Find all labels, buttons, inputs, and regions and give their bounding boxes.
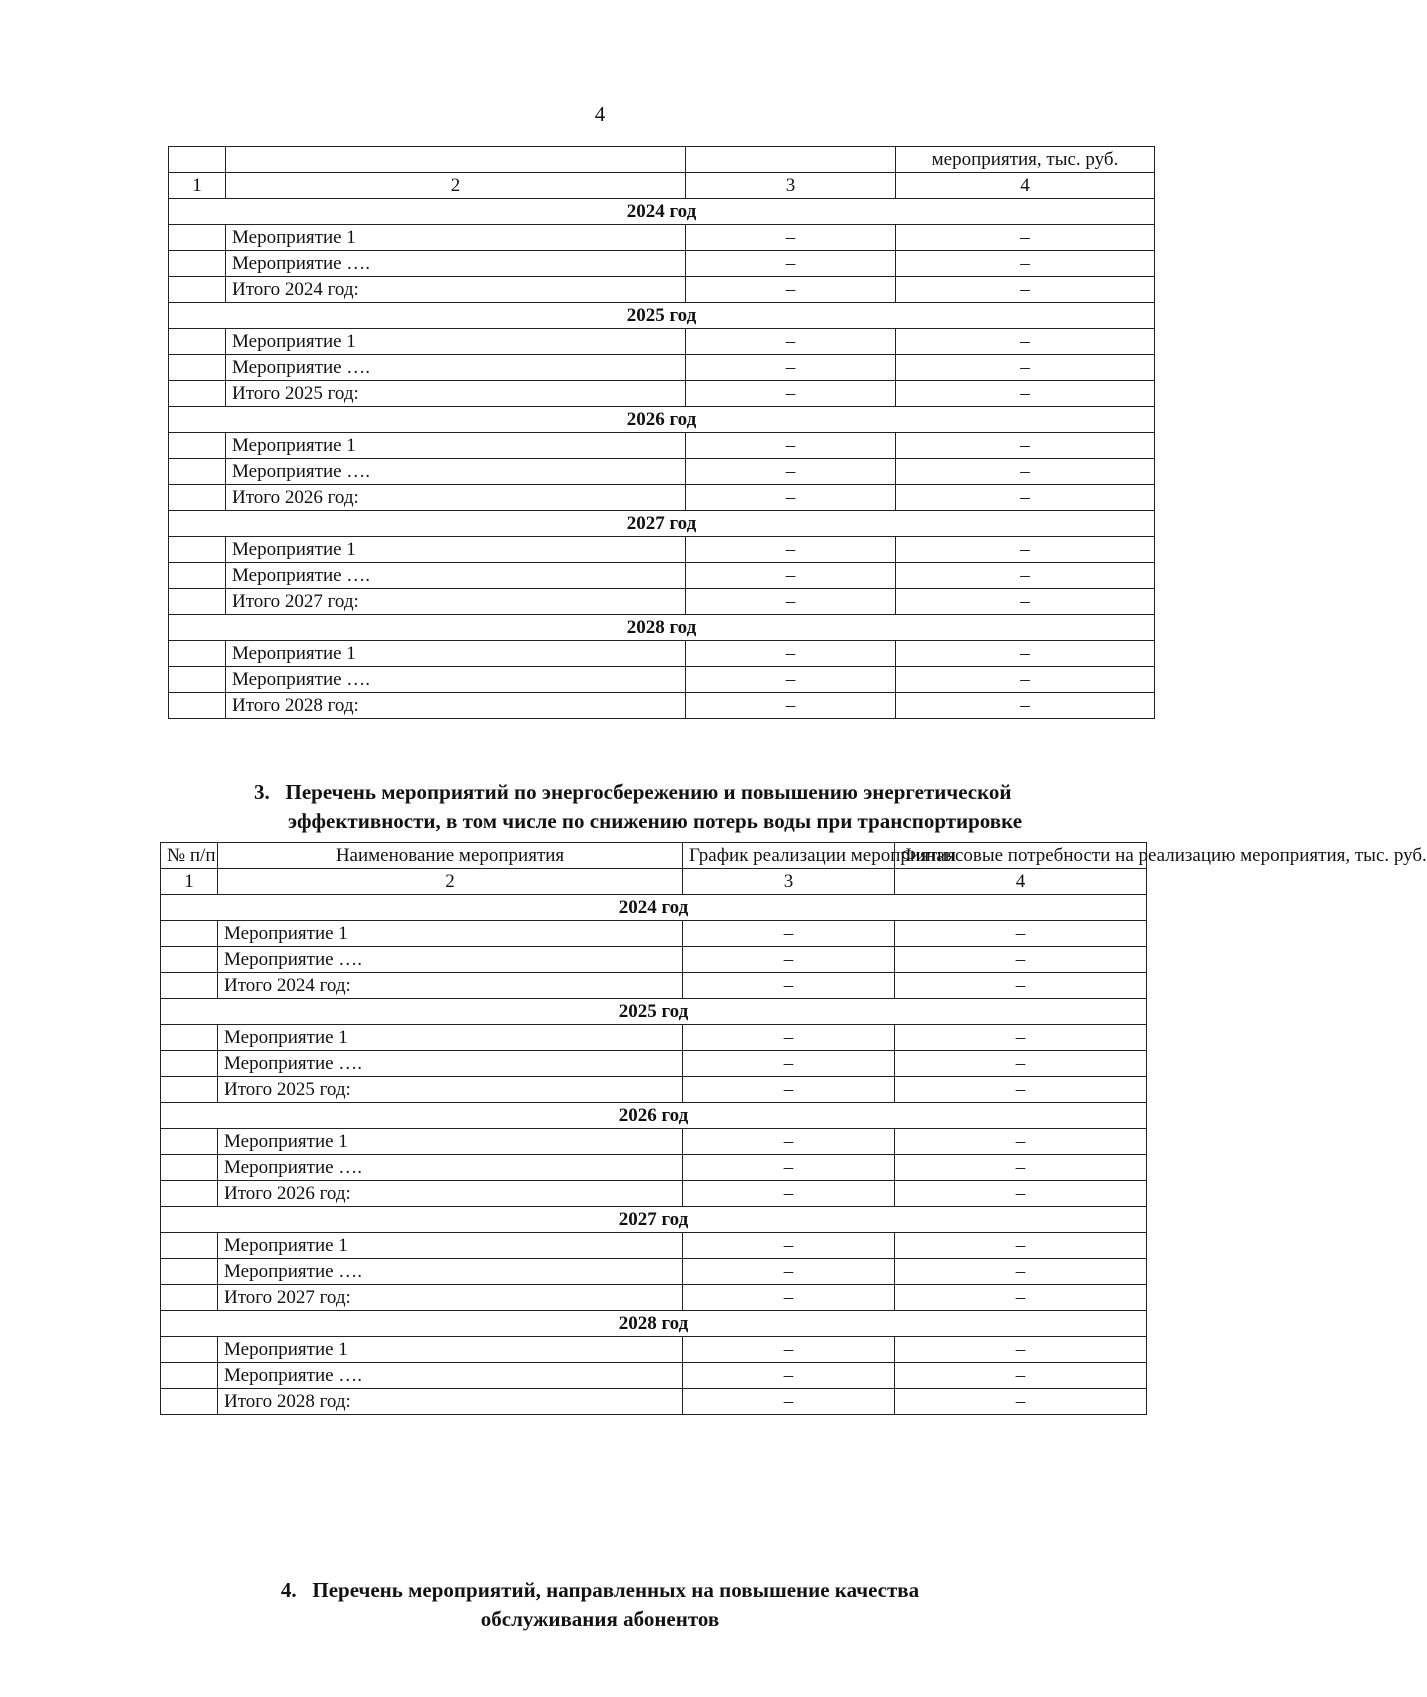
finance-cell: – [896, 667, 1155, 693]
year-label: 2027 год [169, 511, 1155, 537]
year-row [169, 407, 1155, 433]
table-row [161, 1363, 1147, 1389]
year-row [161, 1207, 1147, 1233]
schedule-cell: – [683, 1051, 895, 1077]
finance-cell: – [895, 1025, 1147, 1051]
finance-cell: – [896, 693, 1155, 719]
column-number: 1 [169, 173, 226, 199]
page-number: 4 [594, 102, 606, 126]
finance-cell: – [896, 433, 1155, 459]
table-row [169, 459, 1155, 485]
table-row [161, 1259, 1147, 1285]
column-number: 4 [896, 173, 1155, 199]
schedule-cell: – [683, 1181, 895, 1207]
finance-cell: – [895, 1285, 1147, 1311]
row-number-cell [161, 1155, 218, 1181]
table-row [169, 641, 1155, 667]
total-label: Итого 2028 год: [218, 1389, 683, 1415]
year-label: 2028 год [161, 1311, 1147, 1337]
finance-cell: – [895, 921, 1147, 947]
table-row [169, 355, 1155, 381]
finance-cell: – [896, 459, 1155, 485]
schedule-cell: – [683, 973, 895, 999]
year-label: 2027 год [161, 1207, 1147, 1233]
column-number: 3 [683, 869, 895, 895]
column-number-row [161, 869, 1147, 895]
year-row [161, 1103, 1147, 1129]
table-row [169, 329, 1155, 355]
row-number-cell [161, 1129, 218, 1155]
total-row [161, 1077, 1147, 1103]
year-label: 2025 год [161, 999, 1147, 1025]
schedule-cell: – [683, 1363, 895, 1389]
section-number: 4. [280, 1578, 297, 1602]
total-label: Итого 2026 год: [226, 485, 686, 511]
activity-name: Мероприятие …. [226, 251, 686, 277]
schedule-cell: – [683, 947, 895, 973]
energy-saving-table [160, 842, 1427, 1415]
table-row [161, 947, 1147, 973]
total-row [161, 1181, 1147, 1207]
finance-cell: – [895, 1181, 1147, 1207]
schedule-cell: – [686, 693, 896, 719]
activity-name: Мероприятие …. [226, 355, 686, 381]
row-number-cell [161, 1051, 218, 1077]
header-cell-name: Наименование мероприятия [218, 843, 683, 869]
finance-cell: – [896, 355, 1155, 381]
total-row [169, 693, 1155, 719]
total-row [161, 1389, 1147, 1415]
row-number-cell [169, 537, 226, 563]
column-number: 2 [218, 869, 683, 895]
row-number-cell [161, 1363, 218, 1389]
finance-cell: – [895, 1051, 1147, 1077]
finance-cell: – [896, 485, 1155, 511]
finance-cell: – [895, 973, 1147, 999]
schedule-cell: – [683, 1025, 895, 1051]
row-number-cell [169, 251, 226, 277]
schedule-cell: – [683, 1077, 895, 1103]
section-4-heading [0, 1576, 1200, 1634]
year-row [161, 895, 1147, 921]
row-number-cell [161, 1181, 218, 1207]
year-row [169, 615, 1155, 641]
finance-cell: – [895, 1077, 1147, 1103]
table-row [169, 251, 1155, 277]
row-number-cell [161, 1025, 218, 1051]
year-row [161, 1311, 1147, 1337]
header-cell [169, 147, 226, 173]
activity-name: Мероприятие 1 [218, 1025, 683, 1051]
year-row [169, 511, 1155, 537]
table-row [161, 1129, 1147, 1155]
table-row [161, 921, 1147, 947]
activity-name: Мероприятие …. [218, 1259, 683, 1285]
header-cell: мероприятия, тыс. руб. [896, 147, 1155, 173]
column-number: 4 [895, 869, 1147, 895]
finance-cell: – [896, 641, 1155, 667]
row-number-cell [169, 485, 226, 511]
schedule-cell: – [686, 667, 896, 693]
header-cell-finance: Финансовые потребности на реализацию мероприятия, тыс. руб. [895, 843, 1147, 869]
activity-name: Мероприятие …. [226, 459, 686, 485]
row-number-cell [161, 1259, 218, 1285]
table-row [161, 1025, 1147, 1051]
row-number-cell [161, 973, 218, 999]
row-number-cell [161, 1077, 218, 1103]
table-row [169, 537, 1155, 563]
section-3-heading [254, 778, 1154, 836]
finance-cell: – [896, 381, 1155, 407]
row-number-cell [161, 1337, 218, 1363]
schedule-cell: – [683, 1389, 895, 1415]
row-number-cell [169, 355, 226, 381]
finance-cell: – [896, 563, 1155, 589]
activity-name: Мероприятие 1 [218, 1337, 683, 1363]
row-number-cell [169, 641, 226, 667]
row-number-cell [169, 589, 226, 615]
year-label: 2028 год [169, 615, 1155, 641]
schedule-cell: – [686, 459, 896, 485]
finance-cell: – [895, 1155, 1147, 1181]
finance-cell: – [895, 1363, 1147, 1389]
table-row [169, 563, 1155, 589]
total-label: Итого 2028 год: [226, 693, 686, 719]
schedule-cell: – [686, 433, 896, 459]
section-number: 3. [254, 780, 270, 804]
total-row [169, 485, 1155, 511]
header-cell-number: № п/п [161, 843, 218, 869]
table-row [161, 1051, 1147, 1077]
row-number-cell [169, 329, 226, 355]
schedule-cell: – [683, 1259, 895, 1285]
finance-cell: – [895, 947, 1147, 973]
total-row [169, 381, 1155, 407]
schedule-cell: – [686, 355, 896, 381]
activity-name: Мероприятие …. [226, 563, 686, 589]
activity-name: Мероприятие 1 [218, 1233, 683, 1259]
total-label: Итого 2027 год: [226, 589, 686, 615]
schedule-cell: – [686, 537, 896, 563]
total-label: Итого 2025 год: [218, 1077, 683, 1103]
schedule-cell: – [686, 251, 896, 277]
activity-name: Мероприятие 1 [226, 329, 686, 355]
year-label: 2026 год [169, 407, 1155, 433]
schedule-cell: – [686, 563, 896, 589]
activity-name: Мероприятие …. [218, 1363, 683, 1389]
finance-cell: – [896, 329, 1155, 355]
column-number: 3 [686, 173, 896, 199]
year-row [169, 303, 1155, 329]
row-number-cell [169, 459, 226, 485]
schedule-cell: – [686, 589, 896, 615]
header-cell [686, 147, 896, 173]
header-cell [226, 147, 686, 173]
row-number-cell [169, 225, 226, 251]
activity-name: Мероприятие …. [218, 1051, 683, 1077]
row-number-cell [161, 947, 218, 973]
section-title-line-1: Перечень мероприятий, направленных на повышение качества [312, 1578, 920, 1602]
year-label: 2024 год [169, 199, 1155, 225]
table-row [161, 1155, 1147, 1181]
schedule-cell: – [686, 381, 896, 407]
activity-name: Мероприятие …. [218, 1155, 683, 1181]
table-row [169, 667, 1155, 693]
schedule-cell: – [686, 277, 896, 303]
total-row [169, 589, 1155, 615]
total-label: Итого 2024 год: [218, 973, 683, 999]
schedule-cell: – [683, 921, 895, 947]
total-row [169, 277, 1155, 303]
table-row [161, 1233, 1147, 1259]
table-row [169, 433, 1155, 459]
total-label: Итого 2024 год: [226, 277, 686, 303]
table-row [161, 1337, 1147, 1363]
finance-cell: – [896, 537, 1155, 563]
year-label: 2026 год [161, 1103, 1147, 1129]
header-cell-schedule: График реализации мероприятия [683, 843, 895, 869]
total-label: Итого 2026 год: [218, 1181, 683, 1207]
column-number-row [169, 173, 1155, 199]
activity-name: Мероприятие 1 [218, 921, 683, 947]
year-row [169, 199, 1155, 225]
finance-cell: – [896, 589, 1155, 615]
row-number-cell [169, 277, 226, 303]
table-body [161, 843, 1427, 1415]
row-number-cell [169, 667, 226, 693]
row-number-cell [161, 1233, 218, 1259]
activity-name: Мероприятие 1 [218, 1129, 683, 1155]
year-label: 2025 год [169, 303, 1155, 329]
schedule-cell: – [686, 641, 896, 667]
finance-cell: – [896, 225, 1155, 251]
total-row [161, 973, 1147, 999]
schedule-cell: – [686, 329, 896, 355]
activity-name: Мероприятие 1 [226, 225, 686, 251]
finance-cell: – [896, 277, 1155, 303]
total-label: Итого 2025 год: [226, 381, 686, 407]
finance-cell: – [895, 1259, 1147, 1285]
row-number-cell [169, 433, 226, 459]
finance-cell: – [895, 1337, 1147, 1363]
finance-cell: – [895, 1389, 1147, 1415]
column-number: 2 [226, 173, 686, 199]
schedule-cell: – [683, 1129, 895, 1155]
row-number-cell [169, 563, 226, 589]
total-label: Итого 2027 год: [218, 1285, 683, 1311]
activity-name: Мероприятие …. [218, 947, 683, 973]
activities-table-continued [168, 146, 1155, 719]
activity-name: Мероприятие 1 [226, 433, 686, 459]
schedule-cell: – [683, 1233, 895, 1259]
schedule-cell: – [683, 1337, 895, 1363]
row-number-cell [161, 921, 218, 947]
finance-cell: – [895, 1233, 1147, 1259]
finance-cell: – [895, 1129, 1147, 1155]
schedule-cell: – [686, 225, 896, 251]
total-row [161, 1285, 1147, 1311]
table-body [169, 147, 1155, 719]
row-number-cell [169, 693, 226, 719]
activity-name: Мероприятие 1 [226, 641, 686, 667]
year-row [161, 999, 1147, 1025]
schedule-cell: – [683, 1285, 895, 1311]
year-label: 2024 год [161, 895, 1147, 921]
table-row [169, 225, 1155, 251]
finance-cell: – [896, 251, 1155, 277]
schedule-cell: – [683, 1155, 895, 1181]
activity-name: Мероприятие …. [226, 667, 686, 693]
schedule-cell: – [686, 485, 896, 511]
row-number-cell [161, 1285, 218, 1311]
section-title-line-1: Перечень мероприятий по энергосбережению и повышению энергетической [285, 780, 1012, 804]
row-number-cell [161, 1389, 218, 1415]
section-title-line-2: эффективности, в том числе по снижению потерь воды при транспортировке [288, 809, 1023, 833]
section-title-line-2: обслуживания абонентов [480, 1607, 720, 1631]
activity-name: Мероприятие 1 [226, 537, 686, 563]
table-header-row [161, 843, 1147, 869]
row-number-cell [169, 381, 226, 407]
column-number: 1 [161, 869, 218, 895]
table-header-row [169, 147, 1155, 173]
